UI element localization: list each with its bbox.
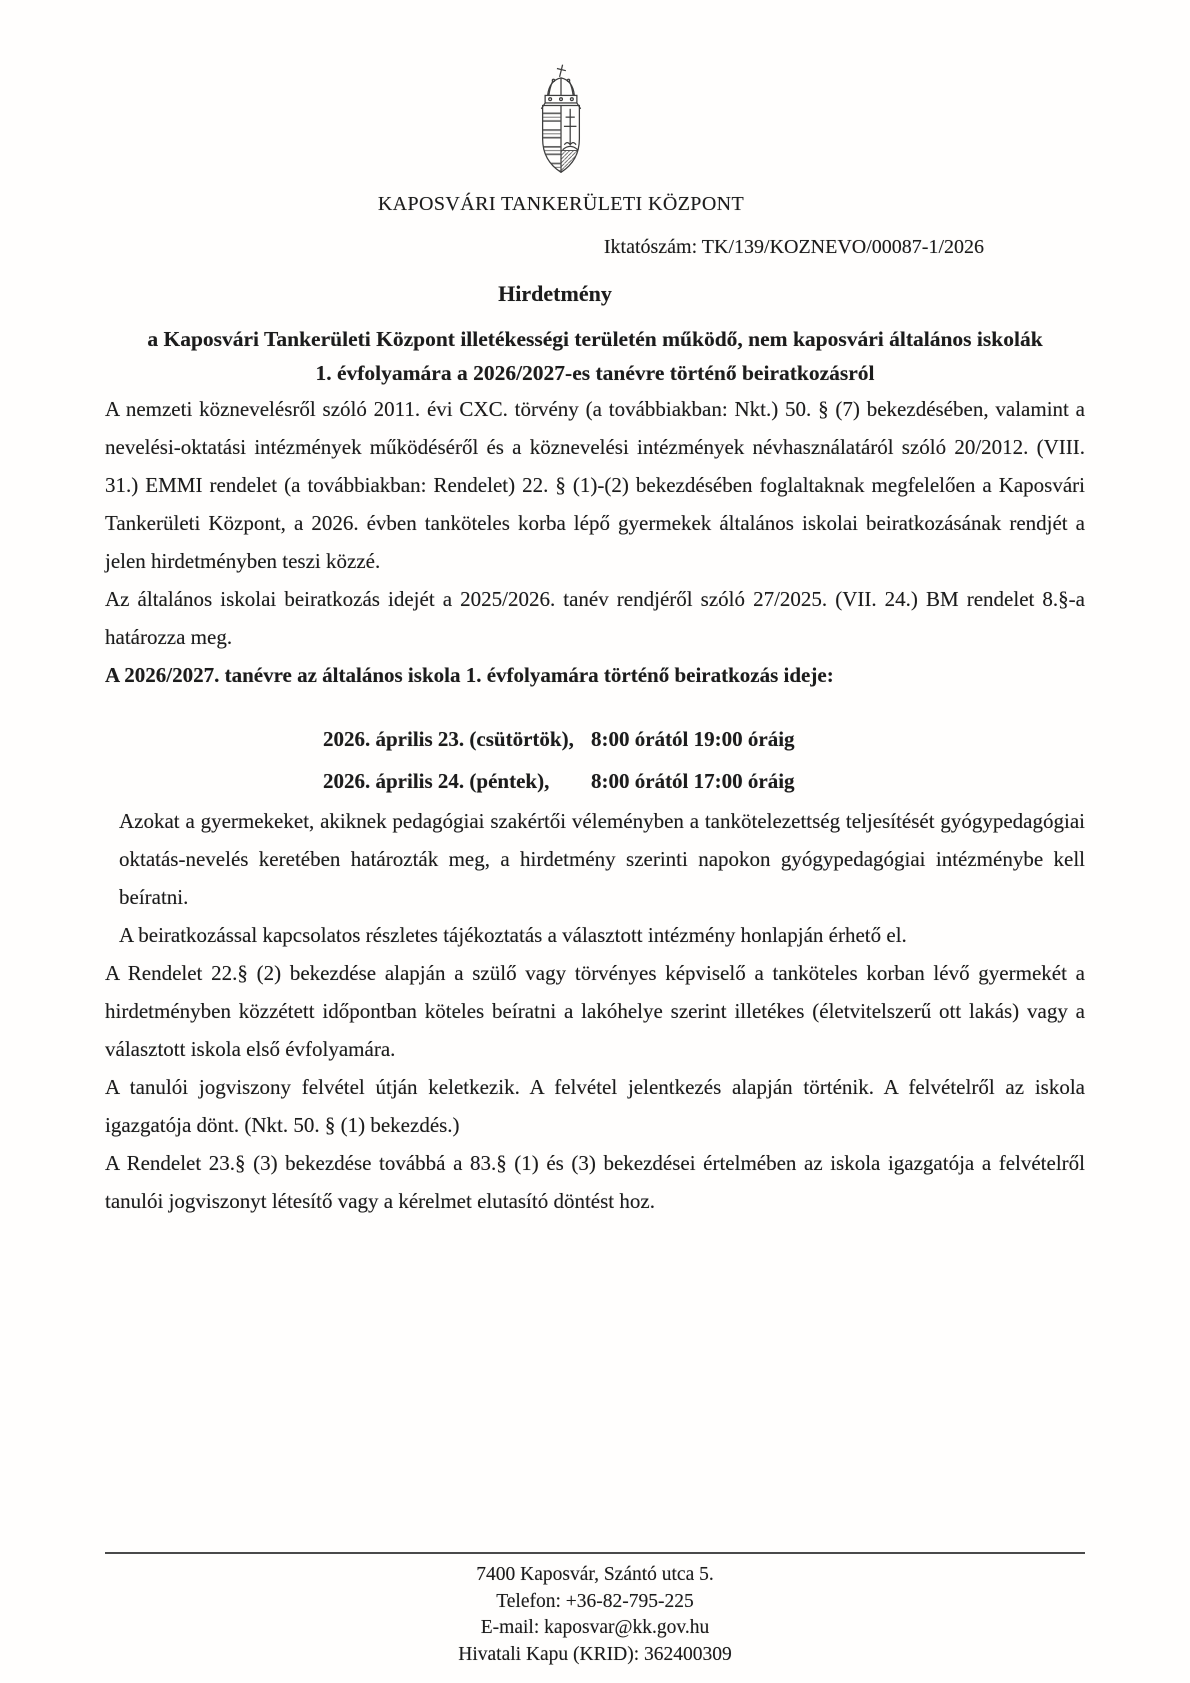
schedule-time: 8:00 órától 17:00 óráig [591,769,795,793]
document-subtitle [103,322,1088,390]
schedule-time: 8:00 órától 19:00 óráig [591,727,795,751]
footer-phone: Telefon: +36-82-795-225 [496,1590,694,1612]
document-title: Hirdetmény [498,281,612,306]
document-header [0,0,1156,216]
footer-krid: Hivatali Kapu (KRID): 362400309 [458,1643,732,1665]
paragraph-admission-process: A tanulói jogviszony felvétel útján keletkezik. A felvétel jelentkezés alapján történik. A felvételről az iskola igazgatója dönt. (Nkt. 50. § (1) bekezdés.) [105,1075,1085,1137]
paragraph-enrollment-date-basis: Az általános iskolai beiratkozás idejét a 2025/2026. tanév rendjéről szóló 27/2025. (VII. 24.) BM rendelet 8.§-a határozza meg. [105,587,1085,649]
schedule-date: 2026. április 24. (péntek), [323,769,550,793]
paragraph-special-education: Azokat a gyermekeket, akiknek pedagógiai szakértői véleményben a tankötelezettség teljesítését gyógypedagógiai oktatás-nevelés keretében határozták meg, a hirdetmény szerinti napokon gyógypedagógiai intézménybe kell beíratni. [119,809,1085,909]
schedule-row [323,760,1085,802]
document-footer [105,1552,1085,1668]
subtitle-line-1: a Kaposvári Tankerületi Központ illetékességi területén működő, nem kaposvári általános iskolák [147,327,1043,351]
schedule-heading: A 2026/2027. tanévre az általános iskola 1. évfolyamára történő beiratkozás ideje: [105,663,834,687]
document-body [0,390,1190,1220]
paragraph-legal-basis: A nemzeti köznevelésről szóló 2011. évi CXC. törvény (a továbbiakban: Nkt.) 50. § (7) bekezdésében, valamint a nevelési-oktatási intézmények működéséről és a köznevelési intézmények névhasználatáról szóló 20/2012. (VIII. 31.) EMMI rendelet (a továbbiakban: Rendelet) 22. § (1)-(2) bekezdésében foglaltaknak megfelelően a Kaposvári Tankerületi Központ, a 2026. évben tanköteles korba lépő gyermekek általános iskolai beiratkozásának rendjét a jelen hirdetményben teszi közzé. [105,397,1085,573]
schedule-row [323,718,1085,760]
organization-name: KAPOSVÁRI TANKERÜLETI KÖZPONT [377,193,745,215]
reference-number: Iktatószám: TK/139/KOZNEVO/00087-1/2026 [603,236,984,258]
footer-email: E-mail: kaposvar@kk.gov.hu [480,1617,710,1638]
paragraph-parent-obligation: A Rendelet 22.§ (2) bekezdése alapján a szülő vagy törvényes képviselő a tanköteles korban lévő gyermekét a hirdetményben közzétett időpontban köteles beíratni a lakóhelye szerint illetékes (életvitelszerű ott lakás) vagy a választott iskola első évfolyamára. [105,961,1085,1061]
enrollment-schedule [323,718,1085,802]
footer-address: 7400 Kaposvár, Szántó utca 5. [476,1564,714,1585]
paragraph-decision: A Rendelet 23.§ (3) bekezdése továbbá a 83.§ (1) és (3) bekezdései értelmében az iskola igazgatója a felvételről tanulói jogviszonyt létesítő vagy a kérelmet elutasító döntést hoz. [105,1151,1085,1213]
subtitle-line-2: 1. évfolyamára a 2026/2027-es tanévre történő beiratkozásról [315,361,875,385]
paragraph-info-website: A beiratkozással kapcsolatos részletes tájékoztatás a választott intézmény honlapján érhető el. [119,923,907,947]
footer-divider [105,1552,1085,1554]
schedule-date: 2026. április 23. (csütörtök), [323,727,574,751]
hungarian-coat-of-arms-icon [519,62,603,189]
